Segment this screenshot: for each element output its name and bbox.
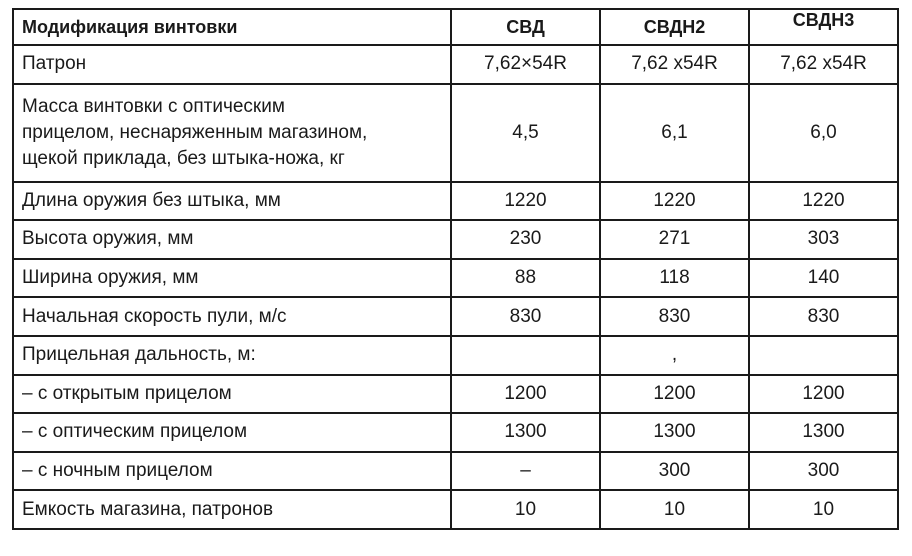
value-svdn2: 1300 bbox=[600, 413, 749, 452]
value-svdn3: 303 bbox=[749, 220, 898, 259]
row-label: Длина оружия без штыка, мм bbox=[13, 182, 451, 221]
row-label bbox=[13, 84, 451, 182]
rifle-spec-table bbox=[12, 8, 899, 530]
value-svd: 1300 bbox=[451, 413, 600, 452]
table-row bbox=[13, 336, 898, 375]
value-svd: 4,5 bbox=[451, 84, 600, 182]
row-label: Ширина оружия, мм bbox=[13, 259, 451, 298]
spec-table-container bbox=[12, 8, 899, 530]
table-row bbox=[13, 490, 898, 529]
value-svdn2: 118 bbox=[600, 259, 749, 298]
row-label: Емкость магазина, патронов bbox=[13, 490, 451, 529]
value-svdn2: 300 bbox=[600, 452, 749, 491]
value-svd: 88 bbox=[451, 259, 600, 298]
value-svd: 230 bbox=[451, 220, 600, 259]
row-label: Высота оружия, мм bbox=[13, 220, 451, 259]
value-svdn3: 300 bbox=[749, 452, 898, 491]
value-svd: 10 bbox=[451, 490, 600, 529]
value-svdn2: 1220 bbox=[600, 182, 749, 221]
table-row bbox=[13, 45, 898, 84]
value-svdn3: 10 bbox=[749, 490, 898, 529]
value-svdn3 bbox=[749, 336, 898, 375]
table-row bbox=[13, 297, 898, 336]
header-svd: СВД bbox=[451, 9, 600, 45]
value-svdn2: 10 bbox=[600, 490, 749, 529]
table-row bbox=[13, 84, 898, 182]
header-svdn3: СВДН3 bbox=[749, 9, 898, 45]
value-svd: 830 bbox=[451, 297, 600, 336]
row-label-line: Масса винтовки с оптическим bbox=[22, 95, 285, 117]
table-row bbox=[13, 182, 898, 221]
value-svdn3: 1200 bbox=[749, 375, 898, 414]
value-svdn2: , bbox=[600, 336, 749, 375]
value-svd: 7,62×54R bbox=[451, 45, 600, 84]
value-svdn3: 830 bbox=[749, 297, 898, 336]
row-label: Патрон bbox=[13, 45, 451, 84]
header-svdn2: СВДН2 bbox=[600, 9, 749, 45]
value-svdn2: 1200 bbox=[600, 375, 749, 414]
value-svdn3: 1220 bbox=[749, 182, 898, 221]
row-label-line: прицелом, неснаряженным магазином, bbox=[22, 121, 368, 143]
value-svdn2: 7,62 х54R bbox=[600, 45, 749, 84]
value-svdn3: 140 bbox=[749, 259, 898, 298]
value-svd bbox=[451, 336, 600, 375]
row-label: Прицельная дальность, м: bbox=[13, 336, 451, 375]
value-svdn3: 6,0 bbox=[749, 84, 898, 182]
value-svdn3: 7,62 х54R bbox=[749, 45, 898, 84]
value-svdn2: 271 bbox=[600, 220, 749, 259]
row-label: – с оптическим прицелом bbox=[13, 413, 451, 452]
table-row bbox=[13, 452, 898, 491]
row-label: Начальная скорость пули, м/с bbox=[13, 297, 451, 336]
table-row bbox=[13, 259, 898, 298]
value-svd: 1200 bbox=[451, 375, 600, 414]
row-label-line: щекой приклада, без штыка-ножа, кг bbox=[22, 147, 345, 169]
header-param: Модификация винтовки bbox=[13, 9, 451, 45]
value-svdn2: 6,1 bbox=[600, 84, 749, 182]
row-label: – с ночным прицелом bbox=[13, 452, 451, 491]
table-row bbox=[13, 375, 898, 414]
value-svdn2: 830 bbox=[600, 297, 749, 336]
value-svdn3: 1300 bbox=[749, 413, 898, 452]
row-label: – с открытым прицелом bbox=[13, 375, 451, 414]
table-header-row bbox=[13, 9, 898, 45]
table-row bbox=[13, 220, 898, 259]
value-svd: 1220 bbox=[451, 182, 600, 221]
table-row bbox=[13, 413, 898, 452]
value-svd: – bbox=[451, 452, 600, 491]
